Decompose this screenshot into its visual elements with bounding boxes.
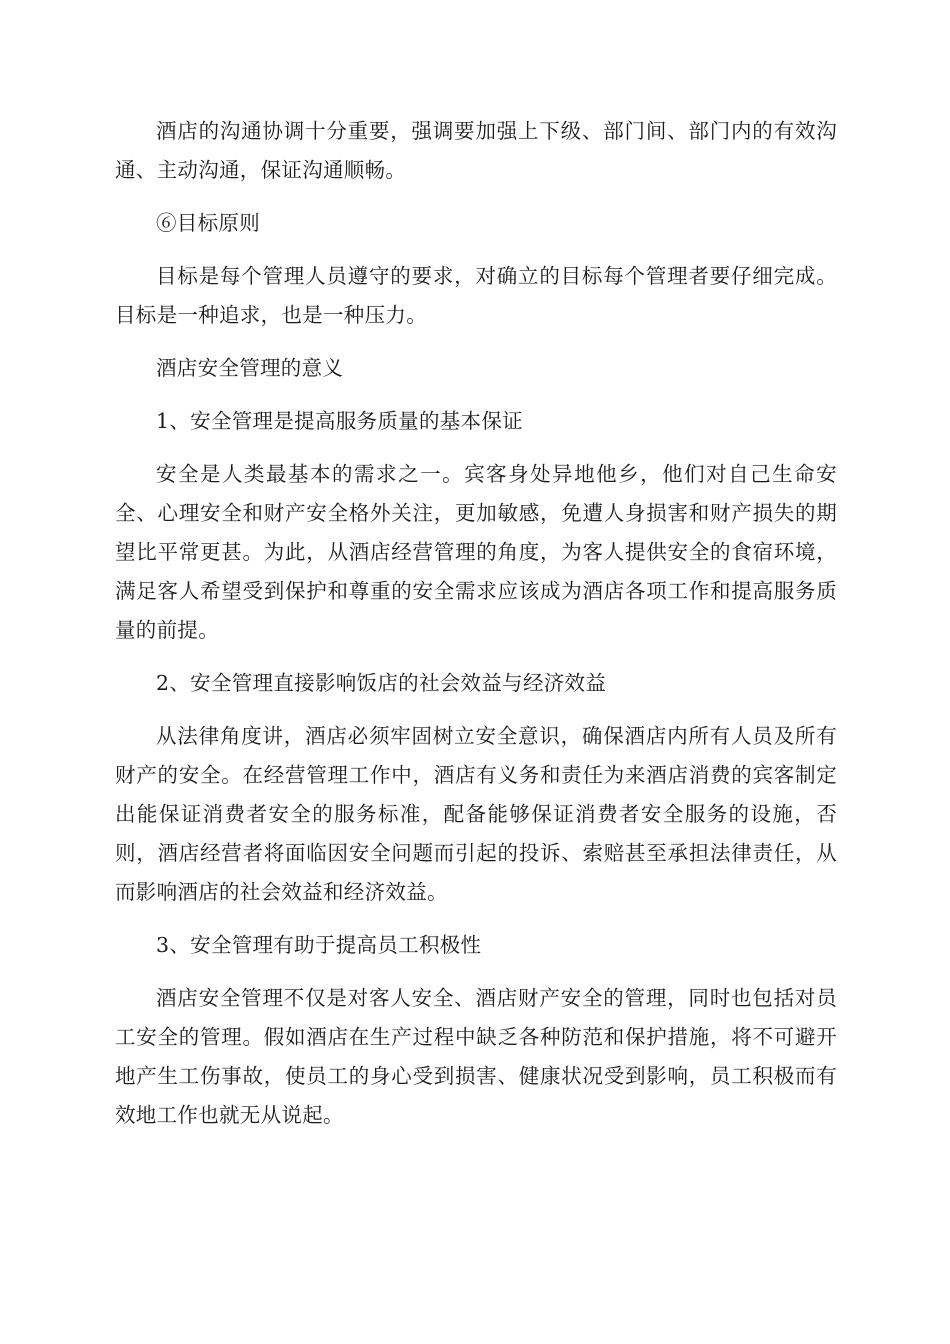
paragraph-point-1: 安全是人类最基本的需求之一。宾客身处异地他乡，他们对自己生命安全、心理安全和财产安全格外关注，更加敏感，免遭人身损害和财产损失的期望比平常更甚。为此，从酒店经营管理的角度，为客人提供安全的食宿环境，满足客人希望受到保护和尊重的安全需求应该成为酒店各项工作和提高服务质量的前提。 [115, 462, 837, 642]
document-page [115, 112, 837, 1149]
heading-goal-principle: ⑥目标原则 [156, 211, 260, 235]
heading-point-3: 3、安全管理有助于提高员工积极性 [156, 933, 482, 957]
paragraph-point-2: 从法律角度讲，酒店必须牢固树立安全意识，确保酒店内所有人员及所有财产的安全。在经营管理工作中，酒店有义务和责任为来酒店消费的宾客制定出能保证消费者安全的服务标准，配备能够保证消费者安全服务的设施，否则，酒店经营者将面临因安全问题而引起的投诉、索赔甚至承担法律责任，从而影响酒店的社会效益和经济效益。 [115, 724, 837, 904]
heading-point-1: 1、安全管理是提高服务质量的基本保证 [156, 409, 523, 433]
heading-point-2: 2、安全管理直接影响饭店的社会效益与经济效益 [156, 671, 607, 695]
paragraph-communication: 酒店的沟通协调十分重要，强调要加强上下级、部门间、部门内的有效沟通、主动沟通，保证沟通顺畅。 [115, 119, 837, 182]
paragraph-point-3: 酒店安全管理不仅是对客人安全、酒店财产安全的管理，同时也包括对员工安全的管理。假如酒店在生产过程中缺乏各种防范和保护措施，将不可避开地产生工伤事故，使员工的身心受到损害、健康状况受到影响，员工积极而有效地工作也就无从说起。 [115, 986, 837, 1127]
heading-safety-significance: 酒店安全管理的意义 [156, 356, 344, 380]
paragraph-goal: 目标是每个管理人员遵守的要求，对确立的目标每个管理者要仔细完成。目标是一种追求，也是一种压力。 [115, 264, 837, 327]
